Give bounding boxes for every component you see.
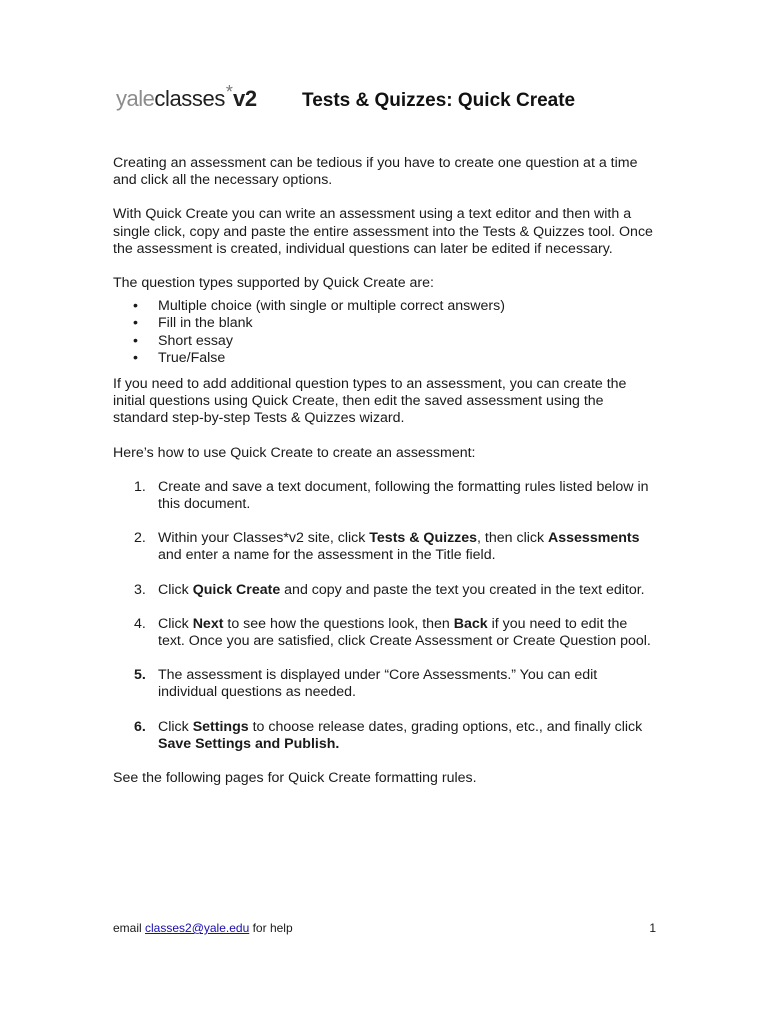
step-number: 3. xyxy=(134,581,146,598)
question-types-intro: The question types supported by Quick Create are: xyxy=(113,275,434,292)
footer xyxy=(113,921,656,935)
help-email-link[interactable]: classes2@yale.edu xyxy=(145,921,250,935)
closing-paragraph: See the following pages for Quick Create formatting rules. xyxy=(113,770,477,787)
yale-classes-v2-logo xyxy=(116,82,257,112)
page-number: 1 xyxy=(649,921,656,935)
logo-classes-text: classes xyxy=(154,86,225,111)
step-emphasis: Back xyxy=(453,615,488,632)
step-text: to see how the questions look, then xyxy=(223,615,454,632)
step-5 xyxy=(113,667,658,701)
list-item: • Fill in the blank xyxy=(113,315,658,332)
step-3 xyxy=(113,582,658,599)
step-number: 4. xyxy=(134,615,146,632)
step-text: Click xyxy=(158,581,193,598)
howto-paragraph: Here’s how to use Quick Create to create an assessment: xyxy=(113,444,476,461)
step-text: Click xyxy=(158,615,193,632)
question-types-list xyxy=(113,298,658,367)
document-body xyxy=(113,155,658,804)
footer-prefix: email xyxy=(113,921,146,935)
step-text: , then click xyxy=(477,530,549,547)
additional-types-paragraph: If you need to add additional question types to an assessment, you can create the initial questions using Quick Create, then edit the saved assessment using the standard step-by-step Tests & Quizzes wizard. xyxy=(113,376,627,427)
intro-paragraph-1: Creating an assessment can be tedious if you have to create one question at a time and click all the necessary options. xyxy=(113,155,638,189)
step-number: 1. xyxy=(134,478,146,495)
logo-star-icon: * xyxy=(225,82,233,102)
step-emphasis: Save Settings and Publish. xyxy=(158,735,340,752)
step-text: and enter a name for the assessment in the Title field. xyxy=(158,547,496,564)
step-text: Within your Classes*v2 site, click xyxy=(158,530,370,547)
footer-suffix: for help xyxy=(249,921,293,935)
page-title: Tests & Quizzes: Quick Create xyxy=(302,90,576,111)
step-emphasis: Quick Create xyxy=(192,581,281,598)
step-number: 2. xyxy=(134,530,146,547)
list-item: • Short essay xyxy=(113,333,658,350)
step-6 xyxy=(113,719,658,753)
step-text: and copy and paste the text you created in the text editor. xyxy=(280,581,645,598)
step-text: if you need to edit the text. Once you are satisfied, click Create Assessment or Create Question pool. xyxy=(158,615,651,650)
list-item: • True/False xyxy=(113,350,658,367)
step-1 xyxy=(113,479,658,513)
step-emphasis: Tests & Quizzes xyxy=(369,530,478,547)
step-emphasis: Settings xyxy=(192,718,249,735)
step-2 xyxy=(113,530,658,564)
step-text: to choose release dates, grading options, etc., and finally click xyxy=(248,718,643,735)
step-emphasis: Next xyxy=(192,615,224,632)
logo-yale-text: yale xyxy=(116,86,155,111)
step-text: Create and save a text document, following the formatting rules listed below in this document. xyxy=(158,478,649,513)
step-4 xyxy=(113,616,658,650)
step-text: The assessment is displayed under “Core Assessments.” You can edit individual questions as needed. xyxy=(158,667,598,701)
logo-v2-text: v2 xyxy=(232,86,257,111)
step-number: 5. xyxy=(134,667,146,684)
step-text: Click xyxy=(158,718,193,735)
step-number: 6. xyxy=(134,718,146,735)
intro-paragraph-2: With Quick Create you can write an assessment using a text editor and then with a single click, copy and paste the entire assessment into the Tests & Quizzes tool. Once the assessment is created, individual questions can later be edited if necessary. xyxy=(113,206,653,257)
steps-list xyxy=(113,479,658,753)
step-emphasis: Assessments xyxy=(548,530,640,547)
list-item: • Multiple choice (with single or multiple correct answers) xyxy=(113,298,658,315)
